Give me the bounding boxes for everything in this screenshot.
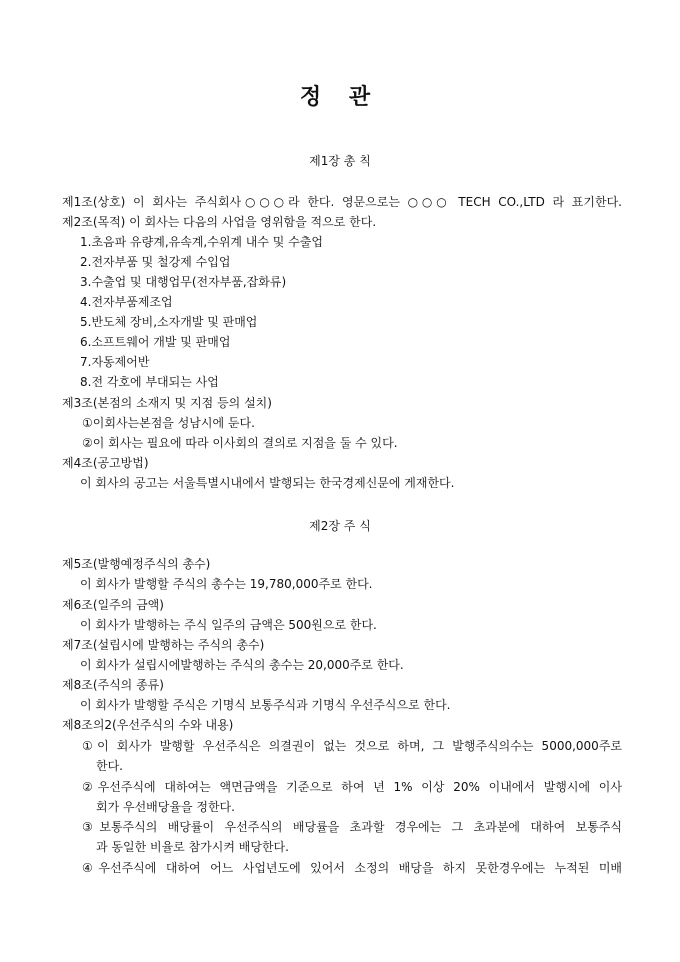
article-2-item-3: 3.수출업 및 대행업무(전자부품,잡화류): [80, 275, 287, 289]
article-8-2-clause-4: ④우선주식에 대하여 어느 사업년도에 있어서 소정의 배당을 하지 못한경우에는 누적된 미배: [82, 861, 622, 875]
article-2-item-7: 7.자동제어반: [80, 355, 150, 369]
article-4: 제4조(공고방법): [62, 456, 149, 470]
article-7: 제7조(설립시에 발행하는 주식의 총수): [62, 638, 265, 652]
document-title: 정 관: [299, 84, 381, 110]
article-8-2-clause-1: ①이 회사가 발행할 우선주식은 의결권이 없는 것으로 하며, 그 발행주식의수는 5000,000주로: [82, 739, 622, 753]
article-6-text: 이 회사가 발행하는 주식 일주의 금액은 500원으로 한다.: [80, 618, 377, 632]
article-2: 제2조(목적) 이 회사는 다음의 사업을 영위함을 적으로 한다.: [62, 215, 377, 229]
article-8-2-clause-1-cont: 한다.: [96, 759, 123, 773]
article-2-item-6: 6.소프트웨어 개발 및 판매업: [80, 335, 231, 349]
article-8-text: 이 회사가 발행할 주식은 기명식 보통주식과 기명식 우선주식으로 한다.: [80, 698, 451, 712]
article-2-item-2: 2.전자부품 및 철강제 수입업: [80, 255, 231, 269]
article-3: 제3조(본점의 소재지 및 지점 등의 설치): [62, 396, 272, 410]
article-8: 제8조(주식의 종류): [62, 678, 164, 692]
chapter-1-heading: 제1장 총 칙: [309, 154, 371, 168]
article-2-item-5: 5.반도체 장비,소자개발 및 판매업: [80, 315, 258, 329]
article-8-2: 제8조의2(우선주식의 수와 내용): [62, 718, 234, 732]
article-3-clause-1: ①이회사는본점을 성남시에 둔다.: [82, 416, 255, 430]
article-4-text: 이 회사의 공고는 서울특별시내에서 발행되는 한국경제신문에 게재한다.: [80, 476, 455, 490]
chapter-2-heading: 제2장 주 식: [309, 519, 371, 533]
article-8-2-clause-3: ③보통주식의 배당률이 우선주식의 배당률을 초과할 경우에는 그 초과분에 대하여 보통주식: [82, 820, 622, 834]
article-5-text: 이 회사가 발행할 주식의 총수는 19,780,000주로 한다.: [80, 577, 373, 591]
article-3-clause-2: ②이 회사는 필요에 따라 이사회의 결의로 지점을 둘 수 있다.: [82, 436, 398, 450]
article-2-item-4: 4.전자부품제조업: [80, 295, 173, 309]
article-8-2-clause-2: ②우선주식에 대하여는 액면금액을 기준으로 하여 년 1% 이상 20% 이내에서 발행시에 이사: [82, 780, 622, 794]
article-6: 제6조(일주의 금액): [62, 598, 164, 612]
article-7-text: 이 회사가 설립시에발행하는 주식의 총수는 20,000주로 한다.: [80, 658, 404, 672]
article-8-2-clause-3-cont: 과 동일한 비율로 참가시켜 배당한다.: [96, 840, 289, 854]
article-2-item-1: 1.초음파 유량계,유속계,수위계 내수 및 수출업: [80, 235, 323, 249]
article-8-2-clause-2-cont: 회가 우선배당율을 정한다.: [96, 800, 235, 814]
article-1: 제1조(상호) 이 회사는 주식회사○○○라 한다. 영문으로는 ○○○ TECH CO.,LTD 라 표기한다.: [62, 195, 622, 209]
article-2-item-8: 8.전 각호에 부대되는 사업: [80, 375, 219, 389]
article-5: 제5조(발행예정주식의 총수): [62, 557, 211, 571]
